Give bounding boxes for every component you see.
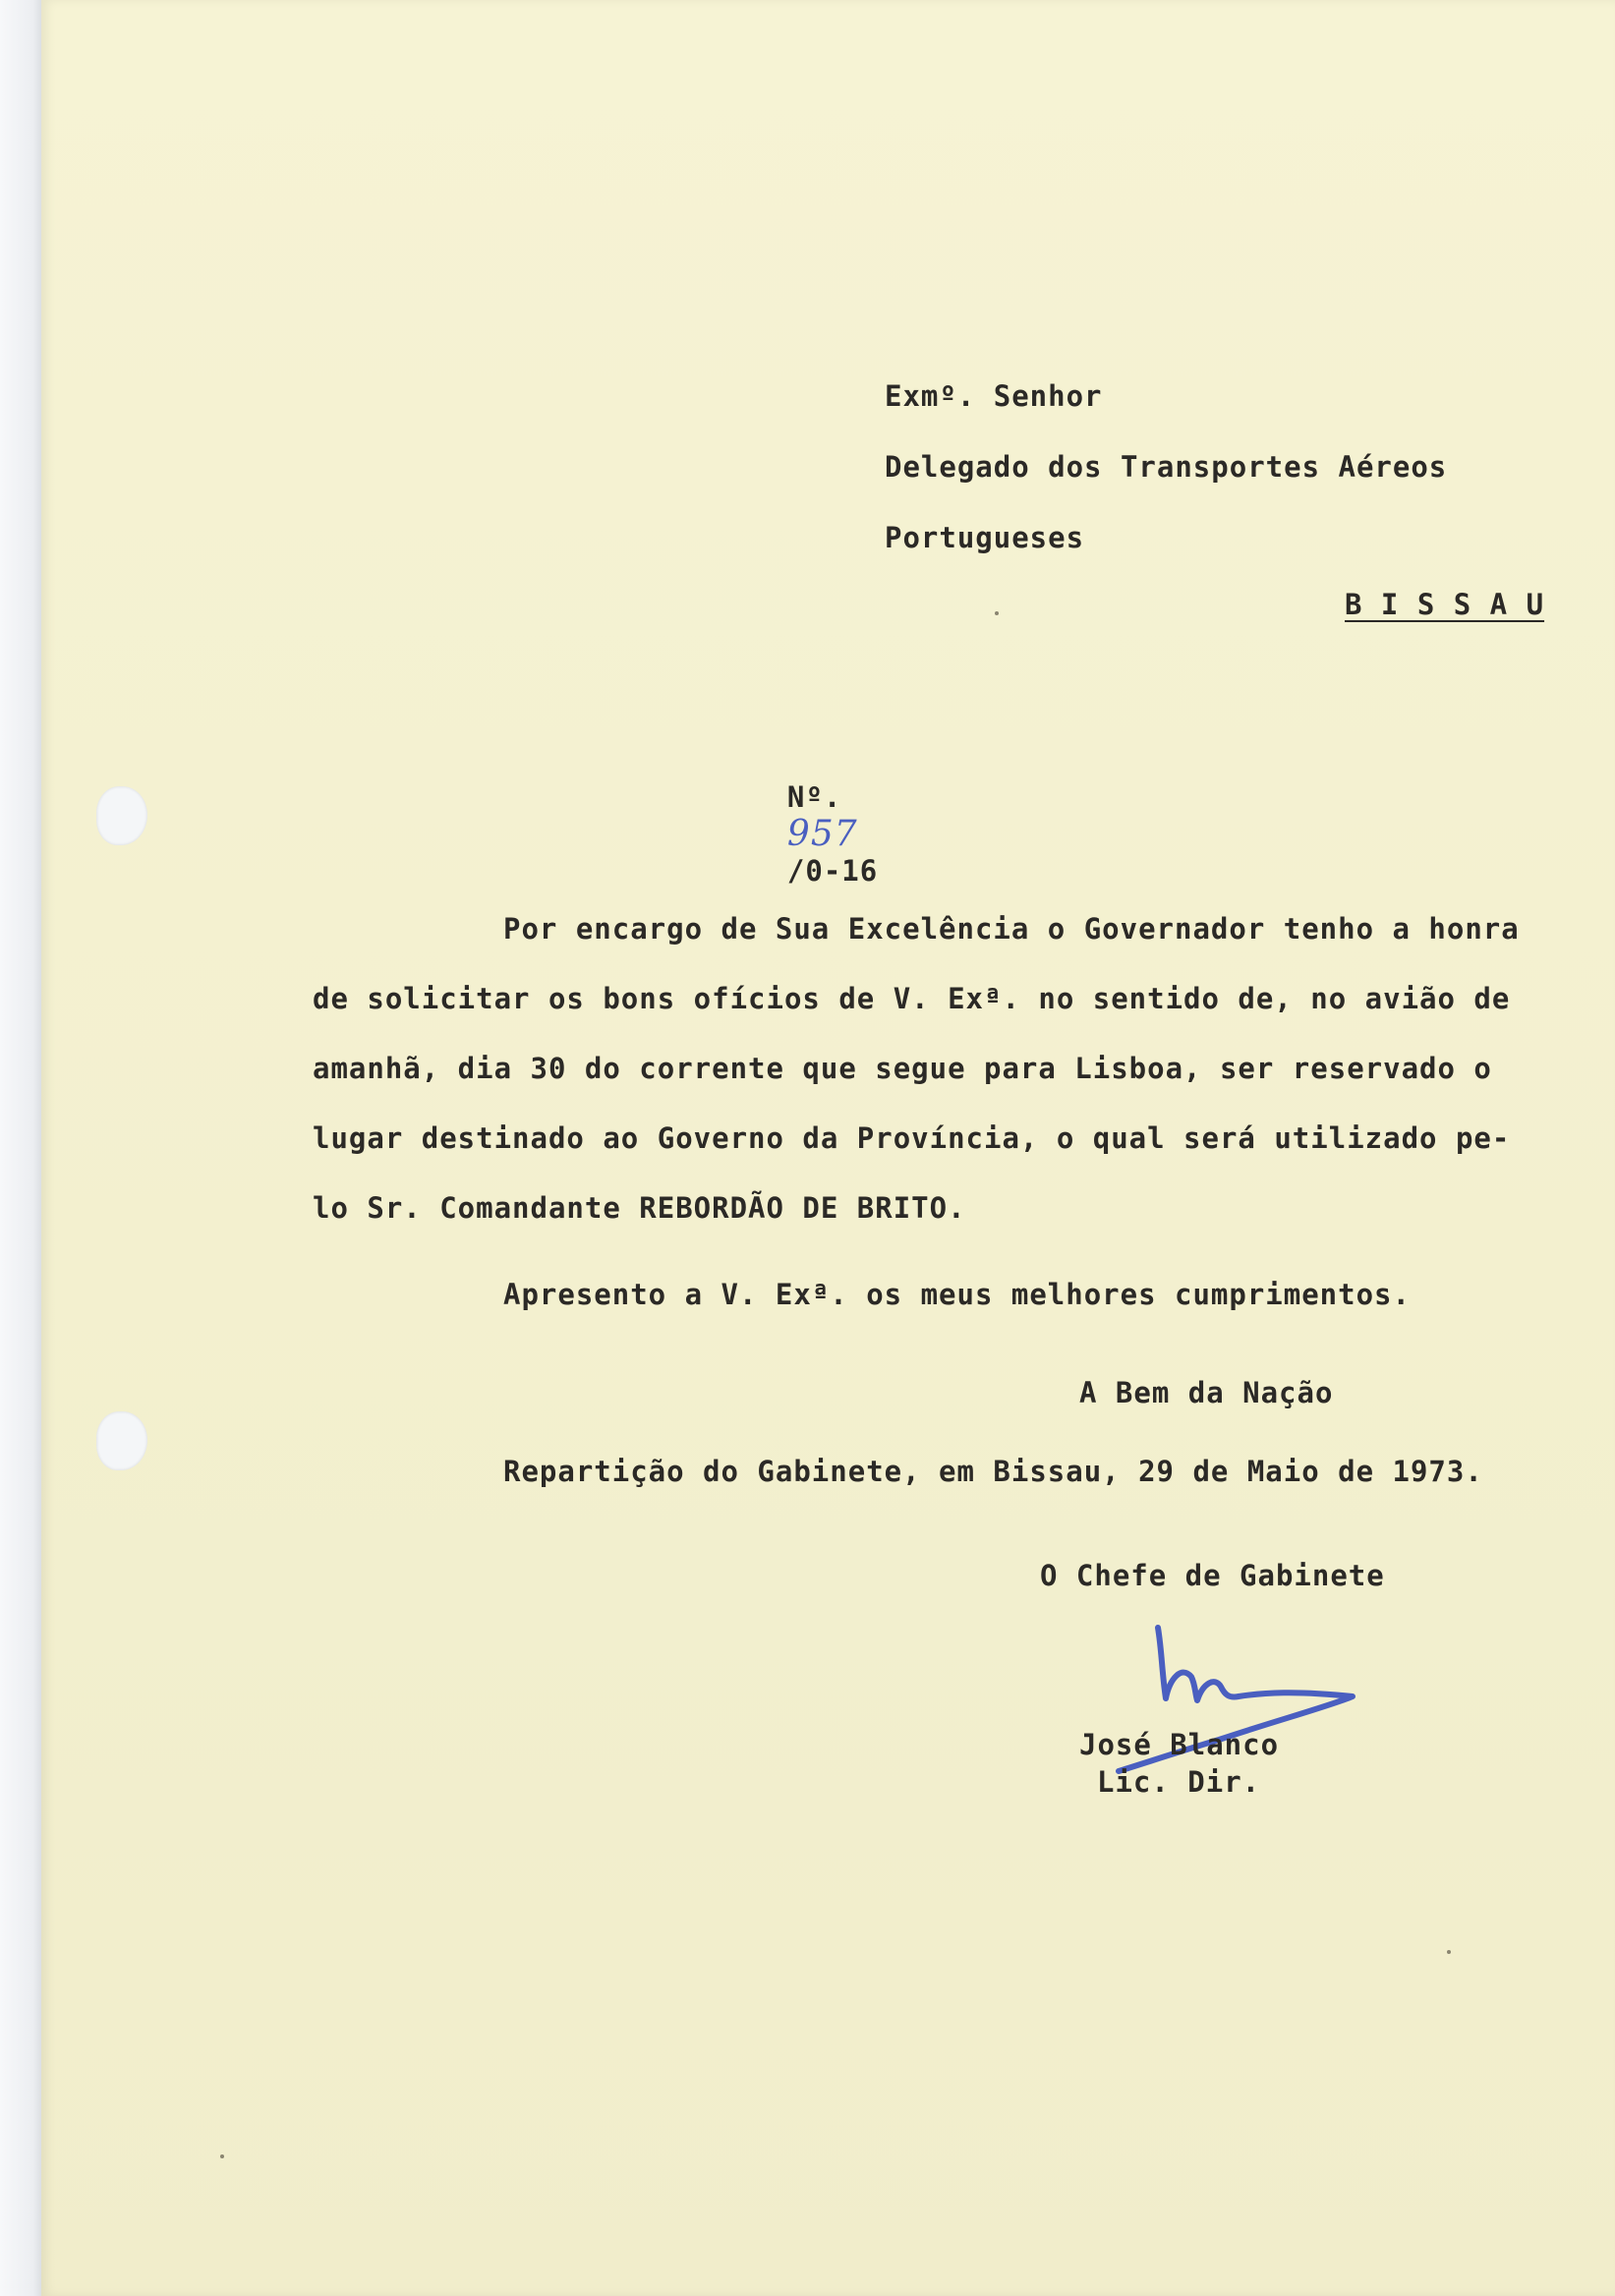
reference-number xyxy=(751,747,878,888)
paper-speck xyxy=(1447,1950,1451,1954)
body-paragraph-2: Apresento a V. Exª. os meus melhores cumprimentos. xyxy=(503,1278,1411,1311)
signer-title: O Chefe de Gabinete xyxy=(1040,1559,1385,1592)
place-and-date: Repartição do Gabinete, em Bissau, 29 de Maio de 1973. xyxy=(503,1455,1483,1488)
body-line: lugar destinado ao Governo da Província, o qual será utilizado pe- xyxy=(313,1121,1511,1155)
body-line: de solicitar os bons ofícios de V. Exª. no sentido de, no avião de xyxy=(313,982,1511,1015)
closing-motto: A Bem da Nação xyxy=(1079,1376,1334,1409)
body-line: amanhã, dia 30 do corrente que segue para Lisboa, ser reservado o xyxy=(313,1052,1492,1085)
reference-prefix: Nº. xyxy=(786,780,842,814)
recipient-title: Delegado dos Transportes Aéreos xyxy=(885,450,1448,484)
body-line: Por encargo de Sua Excelência o Governador tenho a honra xyxy=(503,912,1520,946)
recipient-city: B I S S A U xyxy=(1345,588,1545,621)
punch-hole-bottom xyxy=(96,1411,147,1470)
handwritten-reference-number: 957 xyxy=(786,814,858,854)
punch-hole-top xyxy=(96,786,147,845)
body-line: lo Sr. Comandante REBORDÃO DE BRITO. xyxy=(313,1191,966,1225)
recipient-salutation: Exmº. Senhor xyxy=(885,379,1103,413)
signer-name: José Blanco xyxy=(1079,1728,1280,1761)
recipient-organization: Portugueses xyxy=(885,521,1085,554)
scan-edge xyxy=(0,0,41,2296)
reference-suffix: /0-16 xyxy=(786,854,879,888)
signer-degree: Lic. Dir. xyxy=(1097,1765,1261,1799)
paper-speck xyxy=(995,611,999,615)
body-paragraph-1 xyxy=(313,894,1581,1243)
paper-speck xyxy=(220,2154,224,2158)
